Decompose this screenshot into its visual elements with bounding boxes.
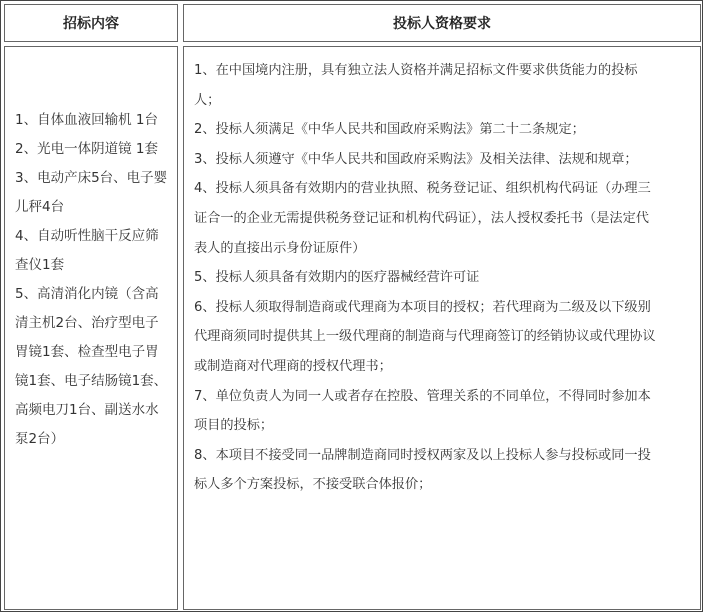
requirement-line: 证合一的企业无需提供税务登记证和机构代码证），法人授权委托书（是法定代: [194, 210, 649, 226]
tender-item-line: 镜1套、电子结肠镜1套、: [15, 373, 168, 389]
header-bidder-requirements: [183, 4, 701, 42]
requirement-line: 5、投标人须具备有效期内的医疗器械经营许可证: [194, 270, 480, 286]
requirement-line: 2、投标人须满足《中华人民共和国政府采购法》第二十二条规定；: [194, 122, 585, 138]
tender-item-line: 1、自体血液回输机 1台: [15, 112, 158, 128]
requirement-line: 7、单位负责人为同一人或者存在控股、管理关系的不同单位，不得同时参加本: [194, 388, 651, 404]
requirement-line: 项目的投标；: [194, 418, 274, 434]
tender-item-line: 清主机2台、治疗型电子: [15, 315, 159, 331]
requirement-line: 4、投标人须具备有效期内的营业执照、税务登记证、组织机构代码证（办理三: [194, 181, 651, 197]
cell-bidder-requirements: [183, 46, 701, 610]
header-bidder-requirements-label: 投标人资格要求: [393, 16, 491, 32]
tender-item-line: 泵2台）: [15, 431, 65, 447]
header-tender-content-label: 招标内容: [63, 16, 119, 32]
requirement-line: 1、在中国境内注册，具有独立法人资格并满足招标文件要求供货能力的投标: [194, 63, 638, 78]
cell-tender-content: [4, 46, 178, 610]
requirement-line: 代理商须同时提供其上一级代理商的制造商与代理商签订的经销协议或代理协议: [194, 329, 656, 345]
tender-item-line: 胃镜1套、检查型电子胃: [15, 344, 159, 360]
tender-item-line: 3、电动产床5台、电子婴: [15, 170, 168, 186]
requirement-line: 6、投标人须取得制造商或代理商为本项目的授权；若代理商为二级及以下级别: [194, 299, 651, 315]
requirement-line: 或制造商对代理商的授权代理书；: [194, 358, 392, 374]
tender-item-line: 2、光电一体阴道镜 1套: [15, 141, 158, 157]
requirement-line: 人；: [194, 92, 221, 108]
requirement-line: 标人多个方案投标，不接受联合体报价；: [194, 477, 432, 493]
requirement-line: 8、本项目不接受同一品牌制造商同时授权两家及以上投标人参与投标或同一投: [194, 447, 651, 463]
tender-item-line: 查仪1套: [15, 257, 65, 273]
bidder-requirements-list: [194, 56, 694, 500]
tender-content-list: [15, 106, 173, 454]
tender-item-line: 儿秤4台: [15, 199, 65, 215]
requirement-line: 3、投标人须遵守《中华人民共和国政府采购法》及相关法律、法规和规章；: [194, 151, 638, 167]
tender-item-line: 高频电刀1台、副送水水: [15, 402, 159, 418]
header-tender-content: [4, 4, 178, 42]
tender-item-line: 5、高清消化内镜（含高: [15, 286, 159, 302]
tender-item-line: 4、自动听性脑干反应筛: [15, 228, 159, 244]
requirement-line: 表人的直接出示身份证原件）: [194, 240, 366, 256]
